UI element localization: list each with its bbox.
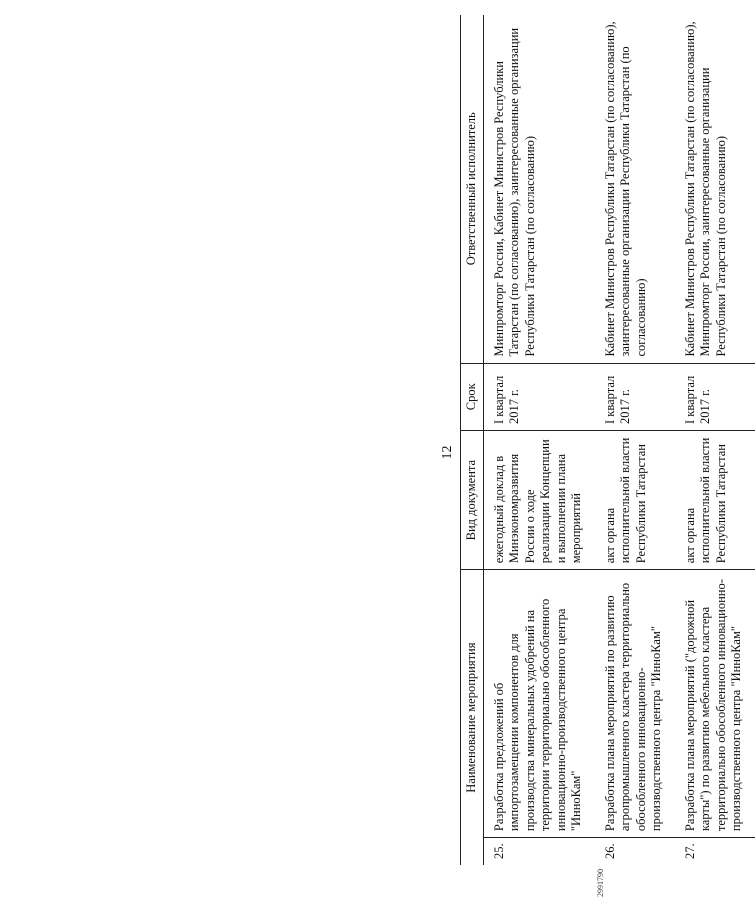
header-responsible: Ответственный исполнитель [461,15,484,363]
table-header-row [461,15,484,865]
row-responsible: Минпромторг России, Кабинет Министров Республики Татарстан (по согласованию), заинтересованные организации Республики Татарстан (по согласованию) [483,15,595,363]
row-doc-type: акт органа исполнительной власти Республики Татарстан [595,431,675,570]
table-row [483,15,595,865]
row-term: I квартал 2017 г. [595,363,675,430]
row-name: Разработка плана мероприятий ("дорожной карты") по развитию мебельного кластера территориально обособленного инновационно-производственного центра "ИнноКам" [675,570,755,838]
row-responsible: Кабинет Министров Республики Татарстан (по согласованию), заинтересованные организации Республики Татарстан (по согласованию) [595,15,675,363]
table-row [675,15,755,865]
row-term: I квартал 2017 г. [675,363,755,430]
row-doc-type: ежегодный доклад в Минэкономразвития России о ходе реализации Концепции и выполнении плана мероприятий [483,431,595,570]
document-code: 2991790 [596,869,605,897]
page-number: 12 [440,445,455,460]
row-number: 26. [602,843,617,859]
row-number: 27. [682,843,697,859]
row-name: Разработка плана мероприятий по развитию агропромышленного кластера территориально обособленного инновационно-производственного центра "ИнноКам" [595,570,675,838]
header-name: Наименование мероприятия [461,570,484,865]
row-number: 25. [491,843,506,859]
table-row [595,15,675,865]
header-term: Срок [461,363,484,430]
row-doc-type: акт органа исполнительной власти Республики Татарстан [675,431,755,570]
row-responsible: Кабинет Министров Республики Татарстан (по согласованию), Минпромторг России, заинтересованные организации Республики Татарстан (по согласованию) [675,15,755,363]
plan-table [460,15,755,865]
header-doc-type: Вид документа [461,431,484,570]
row-term: I квартал 2017 г. [483,363,595,430]
row-name: Разработка предложений об импортозамещении компонентов для производства минеральных удобрений на территории территориально обособленного инновационно-производственного центра "ИнноКам" [483,570,595,838]
